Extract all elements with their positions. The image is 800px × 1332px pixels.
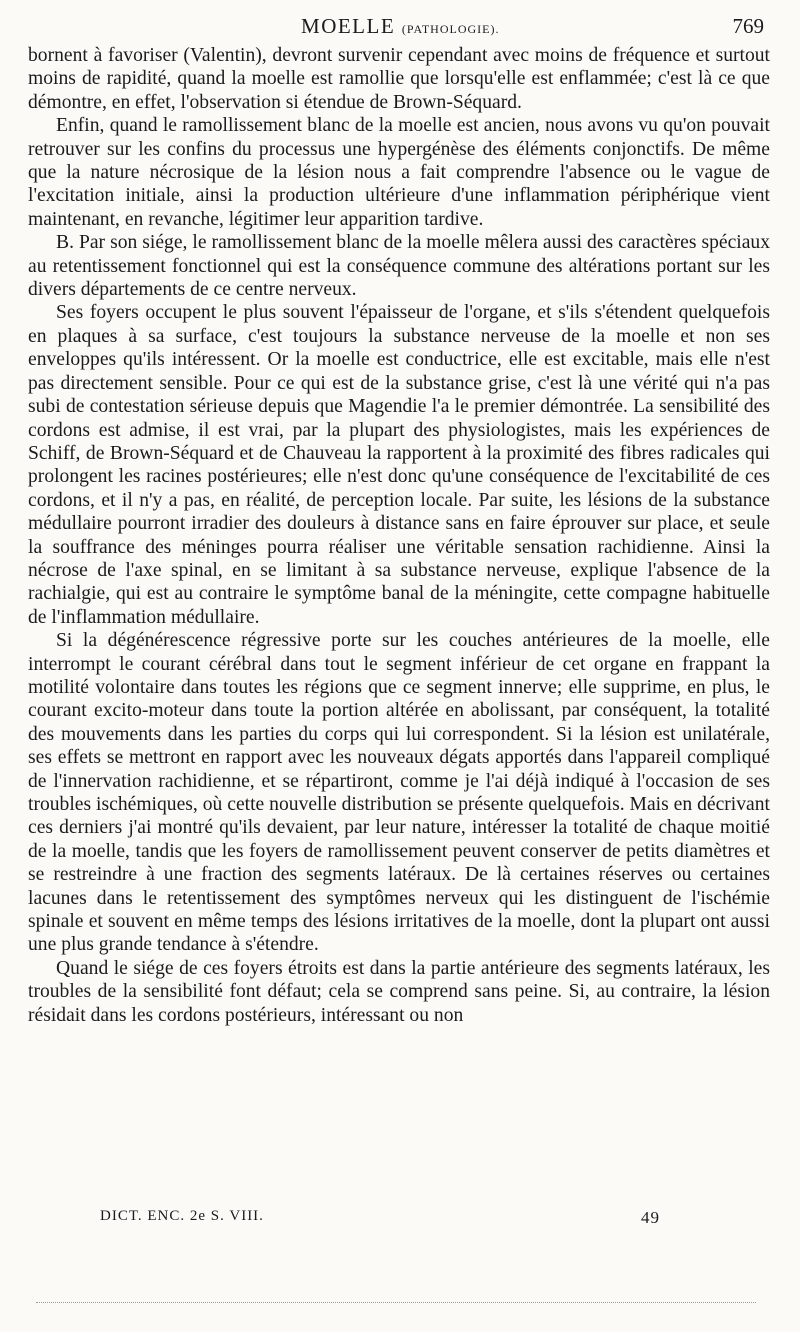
header-title: MOELLE bbox=[301, 14, 396, 38]
bottom-rule bbox=[36, 1302, 756, 1303]
footer-sheet-number: 49 bbox=[641, 1208, 660, 1227]
header-subtitle: (PATHOLOGIE). bbox=[401, 22, 500, 36]
page-footer bbox=[100, 1208, 660, 1228]
footer-signature: DICT. ENC. 2e S. VIII. bbox=[100, 1208, 264, 1224]
document-page bbox=[28, 14, 770, 1027]
running-header bbox=[28, 14, 770, 44]
running-title bbox=[301, 14, 499, 39]
body-text bbox=[28, 44, 770, 1027]
paragraph: B. Par son siége, le ramollissement blanc de la moelle mêlera aussi des caractères spéciaux au retentissement fonctionnel qui est la conséquence commune des altérations portant sur les divers départements de ce centre nerveux. bbox=[28, 232, 770, 301]
paragraph: Quand le siége de ces foyers étroits est dans la partie antérieure des segments latéraux, les troubles de la sensibilité font défaut; cela se comprend sans peine. Si, au contraire, la lésion résidait dans les cordons postérieurs, intéressant ou non bbox=[28, 957, 770, 1026]
paragraph: Enfin, quand le ramollissement blanc de la moelle est ancien, nous avons vu qu'on pouvait retrouver sur les confins du processus une hypergénèse des éléments conjonctifs. De même que la nature nécrosique de la lésion nous a fait comprendre l'absence ou le vague de l'excitation initiale, ainsi la production ultérieure d'une inflammation périphérique vient maintenant, en revanche, légitimer leur apparition tardive. bbox=[28, 115, 770, 230]
paragraph: bornent à favoriser (Valentin), devront survenir cependant avec moins de fréquence et surtout moins de rapidité, quand la moelle est ramollie que lorsqu'elle est enflammée; c'est là ce que démontre, en effet, l'observation si étendue de Brown-Séquard. bbox=[28, 45, 770, 113]
paragraph: Ses foyers occupent le plus souvent l'épaisseur de l'organe, et s'ils s'étendent quelquefois en plaques à sa surface, c'est toujours la substance nerveuse de la moelle et non ses enveloppes qu'ils intéressent. Or la moelle est conductrice, elle est excitable, mais elle n'est pas directement sensible. Pour ce qui est de la substance grise, c'est là une vérité qui n'a pas subi de contestation sérieuse depuis que Magendie l'a le premier démontrée. La sensibilité des cordons est admise, il est vrai, par la plupart des physiologistes, mais les expériences de Schiff, de Brown-Séquard et de Chauveau la rapportent à la proximité des fibres radicales qui prolongent les racines postérieures; elle n'est donc qu'une conséquence de l'excitabilité de ces cordons, et il n'y a pas, en réalité, de perception locale. Par suite, les lésions de la substance médullaire pourront irradier des douleurs à distance sans en faire éprouver sur place, et seule la souffrance des méninges pourra réaliser une véritable sensation rachidienne. Ainsi la nécrose de l'axe spinal, en se limitant à sa substance nerveuse, explique l'absence de la rachialgie, qui est au contraire le symptôme banal de la méningite, cette compagne habituelle de l'inflammation médullaire. bbox=[28, 302, 770, 628]
page-number: 769 bbox=[732, 14, 764, 38]
paragraph: Si la dégénérescence régressive porte sur les couches antérieures de la moelle, elle interrompt le courant cérébral dans tout le segment inférieur de cet organe en frappant la motilité volontaire dans toutes les régions que ce segment innerve; elle supprime, en plus, le courant excito-moteur dans toute la portion altérée en abolissant, par conséquent, la totalité des mouvements dans les parties du corps qui lui correspondent. Si la lésion est unilatérale, ses effets se mettront en rapport avec les nouveaux dégats apportés dans l'appareil compliqué de l'innervation rachidienne, et se répartiront, comme je l'ai déjà indiqué à l'occasion de ses troubles ischémiques, où cette nouvelle distribution se présente quelquefois. Mais en décrivant ces derniers j'ai montré qu'ils devaient, par leur nature, intéresser la totalité de chaque moitié de la moelle, tandis que les foyers de ramollissement peuvent conserver de petits diamètres et se restreindre à une fraction des segments latéraux. De là certaines réserves ou certaines lacunes dans le retentissement des symptômes nerveux qui les distinguent de l'ischémie spinale et souvent en même temps des lésions irritatives de la moelle, dont la plupart ont aussi une plus grande tendance à s'étendre. bbox=[28, 630, 770, 956]
